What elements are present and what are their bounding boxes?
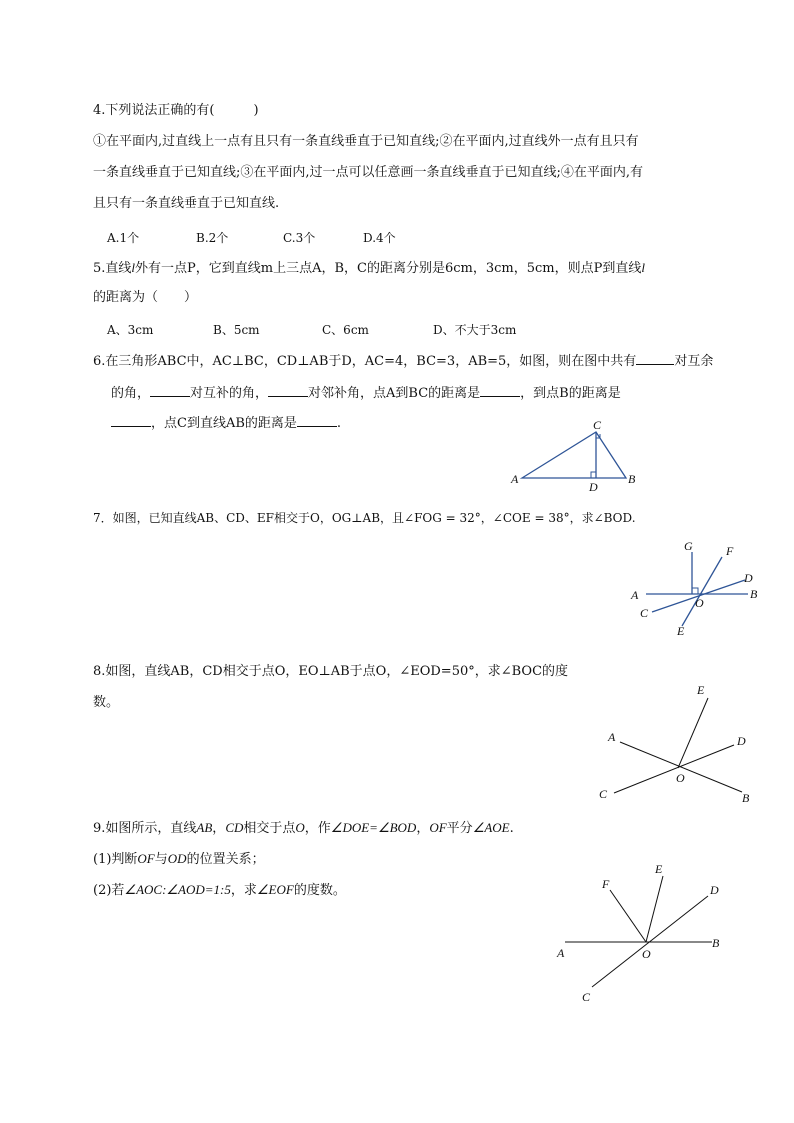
q5-option-d: D、不大于3cm [433, 323, 517, 337]
q4-option-d: D.4个 [363, 231, 396, 245]
right-angle-mark [692, 588, 698, 594]
line-ef [682, 557, 722, 626]
right-angle-mark [591, 472, 596, 478]
point-label-b: B [750, 587, 758, 601]
point-label-c: C [593, 418, 602, 432]
point-label-c: C [599, 787, 608, 801]
point-label-b: B [712, 936, 720, 950]
q9-figure [565, 876, 712, 987]
q9-text-line2: (1)判断OF与OD的位置关系； [93, 851, 265, 867]
q5-option-b: B、5cm [213, 323, 260, 337]
q8-text-line1: 8.如图，直线AB，CD相交于点O，EO⊥AB于点O，∠EOD=50°，求∠BOC的度 [93, 664, 569, 679]
q5-option-c: C、6cm [322, 323, 369, 337]
point-label-e: E [697, 683, 705, 697]
point-label-f: F [602, 877, 610, 891]
ray-oe [646, 876, 663, 942]
q5-text-line2: 的距离为（ ） [93, 290, 198, 305]
point-label-d: D [744, 571, 753, 585]
q4-option-b: B.2个 [196, 231, 229, 245]
q4-text-line1: ①在平面内,过直线上一点有且只有一条直线垂直于已知直线;②在平面内,过直线外一点有且只有 [93, 134, 639, 149]
point-label-d: D [710, 883, 719, 897]
point-label-b: B [628, 472, 636, 486]
q4-text-line2: 一条直线垂直于已知直线;③在平面内,过一点可以任意画一条直线垂直于已知直线;④在平面内,有 [93, 165, 644, 180]
q6-figure [522, 432, 626, 478]
q6-text-line3: ，点C到直线AB的距离是 . [111, 416, 341, 432]
point-label-c: C [640, 606, 649, 620]
q5-text-line1: 5.直线l外有一点P，它到直线m上三点A，B，C的距离分别是6cm，3cm，5cm，则点P到直线l [93, 260, 646, 276]
q9-text-line3: (2)若∠AOC:∠AOD=1:5，求∠EOF的度数。 [93, 882, 346, 898]
q7-figure [646, 552, 748, 626]
q4-stem: 4.下列说法正确的有( ) [93, 103, 259, 118]
point-label-f: F [726, 544, 734, 558]
point-label-o: O [676, 771, 685, 785]
ray-of [610, 890, 646, 942]
point-label-a: A [511, 472, 519, 486]
triangle-abc [522, 432, 626, 478]
q4-option-a: A.1个 [107, 231, 140, 245]
q6-text-line1: 6.在三角形ABC中，AC⊥BC，CD⊥AB于D，AC=4，BC=3，AB=5，如图，则在图中共有 对互余 [93, 354, 714, 369]
point-label-a: A [608, 730, 616, 744]
point-label-o: O [695, 596, 704, 610]
line-cd [614, 745, 734, 793]
q6-text-line2: 的角， 对互补的角， 对邻补角，点A到BC的距离是 ，到点B的距离是 [111, 386, 621, 401]
q5-option-a: A、3cm [107, 323, 154, 337]
q8-text-line2: 数。 [93, 695, 120, 710]
point-label-e: E [655, 862, 663, 876]
q7-text: 7．如图，已知直线AB、CD、EF相交于O，OG⊥AB，且∠FOG = 32°，∠COE = 38°，求∠BOD. [93, 511, 636, 525]
point-label-b: B [742, 791, 750, 805]
point-label-a: A [631, 588, 639, 602]
point-label-c: C [582, 990, 591, 1004]
point-label-a: A [557, 946, 565, 960]
point-label-o: O [642, 947, 651, 961]
point-label-d: D [737, 734, 746, 748]
point-label-g: G [684, 539, 693, 553]
q4-option-c: C.3个 [283, 231, 316, 245]
point-label-d: D [589, 480, 598, 494]
q9-text-line1: 9.如图所示，直线AB，CD相交于点O，作∠DOE=∠BOD，OF平分∠AOE. [93, 820, 514, 836]
point-label-e: E [677, 624, 685, 638]
q4-text-line3: 且只有一条直线垂直于已知直线. [93, 196, 280, 211]
